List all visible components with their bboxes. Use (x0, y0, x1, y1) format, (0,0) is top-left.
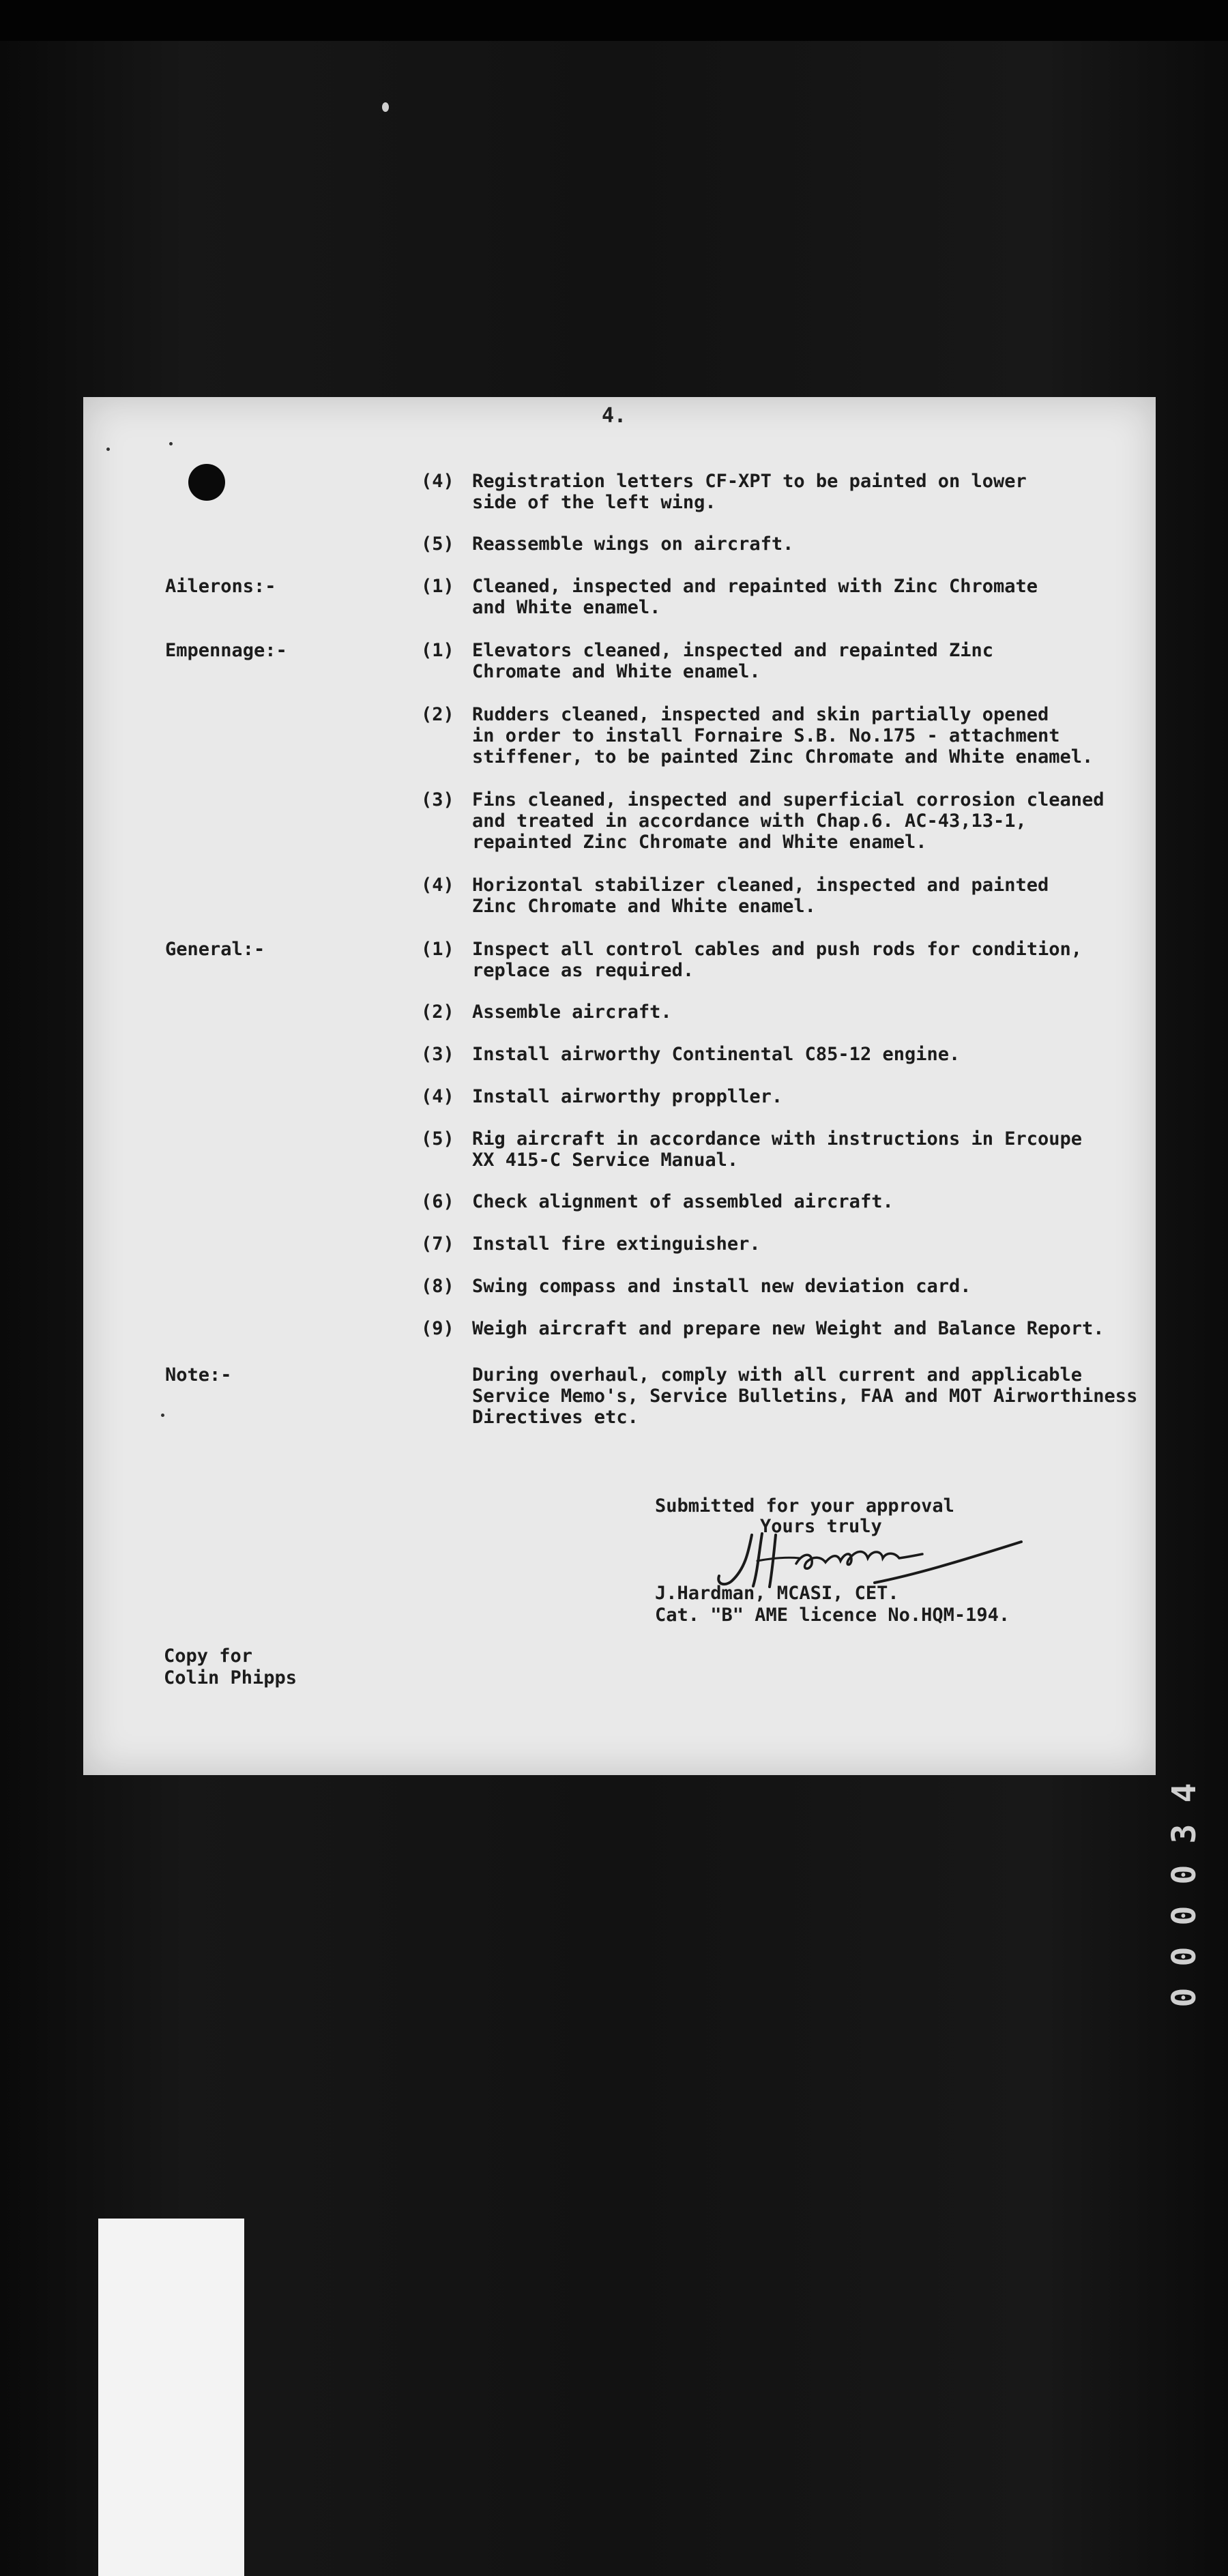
page-speck (169, 442, 173, 445)
frame-digit: 0 (1165, 1864, 1203, 1885)
item-text (472, 1276, 1127, 1297)
item-line: Horizontal stabilizer cleaned, inspected and painted (472, 875, 1049, 896)
item-number: (3) (421, 789, 454, 810)
item-line: Swing compass and install new deviation card. (472, 1276, 971, 1297)
page-number: 4. (602, 404, 627, 428)
item-line: Fins cleaned, inspected and superficial corrosion cleaned (472, 789, 1105, 810)
item-number: (6) (421, 1191, 454, 1212)
film-frame-number (1164, 1774, 1205, 2033)
item-line: Install airworthy proppller. (472, 1086, 783, 1107)
item-line: Zinc Chromate and White enamel. (472, 896, 816, 917)
page-speck (106, 448, 110, 451)
section-label-empennage: Empennage:- (165, 640, 287, 661)
item-line: and treated in accordance with Chap.6. AC-43,13-1, (472, 810, 1027, 832)
item-line: stiffener, to be painted Zinc Chromate and White enamel. (472, 746, 1094, 767)
item-line: Install airworthy Continental C85-12 engine. (472, 1044, 961, 1065)
frame-digit: 0 (1165, 1987, 1203, 2008)
item-number: (4) (421, 1086, 454, 1107)
item-line: Install fire extinguisher. (472, 1233, 761, 1255)
item-text (472, 1128, 1127, 1171)
item-text (472, 1001, 1127, 1023)
punch-hole (188, 464, 225, 501)
item-line: and White enamel. (472, 597, 661, 618)
item-number: (1) (421, 640, 454, 661)
item-line: Rig aircraft in accordance with instructions in Ercoupe (472, 1128, 1083, 1150)
signer-name-line: J.Hardman, MCASI, CET. (655, 1583, 899, 1604)
item-number: (5) (421, 1128, 454, 1150)
item-text (472, 640, 1127, 682)
item-text (472, 576, 1127, 618)
item-text (472, 704, 1127, 767)
item-line: XX 415-C Service Manual. (472, 1150, 739, 1171)
item-text (472, 789, 1127, 853)
item-line: Inspect all control cables and push rods for condition, (472, 939, 1083, 960)
item-number: (9) (421, 1318, 454, 1339)
section-label-ailerons: Ailerons:- (165, 576, 276, 597)
copy-recipient-line: Colin Phipps (164, 1667, 297, 1688)
item-number: (1) (421, 939, 454, 960)
note-line: During overhaul, comply with all current and applicable (472, 1364, 1083, 1386)
note-text (472, 1364, 1138, 1428)
item-line: Reassemble wings on aircraft. (472, 533, 794, 555)
frame-digit: 0 (1165, 1946, 1203, 1967)
item-line: Check alignment of assembled aircraft. (472, 1191, 894, 1212)
frame-digit: 0 (1165, 1905, 1203, 1926)
item-text (472, 471, 1127, 513)
item-line: side of the left wing. (472, 492, 716, 513)
item-number: (2) (421, 704, 454, 725)
item-line: Elevators cleaned, inspected and repainted Zinc (472, 640, 994, 661)
item-line: Rudders cleaned, inspected and skin partially opened (472, 704, 1049, 725)
licence-line: Cat. "B" AME licence No.HQM-194. (655, 1605, 1010, 1626)
item-number: (1) (421, 576, 454, 597)
item-line: repainted Zinc Chromate and White enamel. (472, 832, 927, 853)
item-number: (8) (421, 1276, 454, 1297)
item-line: Registration letters CF-XPT to be painted on lower (472, 471, 1027, 492)
submitted-line: Submitted for your approval (655, 1495, 954, 1517)
section-label-general: General:- (165, 939, 265, 960)
item-line: Chromate and White enamel. (472, 661, 761, 682)
item-line: Cleaned, inspected and repainted with Zinc Chromate (472, 576, 1038, 597)
item-number: (7) (421, 1233, 454, 1255)
yours-truly-line: Yours truly (760, 1516, 882, 1537)
item-line: in order to install Fornaire S.B. No.175 - attachment (472, 725, 1060, 746)
item-text (472, 1318, 1127, 1339)
item-line: Assemble aircraft. (472, 1001, 672, 1023)
frame-digit: 4 (1165, 1783, 1203, 1803)
item-line: Weigh aircraft and prepare new Weight and Balance Report. (472, 1318, 1105, 1339)
item-text (472, 1191, 1127, 1212)
item-number: (3) (421, 1044, 454, 1065)
item-text (472, 939, 1127, 981)
item-text (472, 1233, 1127, 1255)
film-leader-strip (98, 2219, 244, 2576)
item-text (472, 875, 1127, 917)
film-speck (382, 102, 389, 112)
note-line: Directives etc. (472, 1407, 639, 1428)
film-top-band (0, 0, 1228, 41)
item-number: (2) (421, 1001, 454, 1023)
item-text (472, 533, 1127, 555)
item-line: replace as required. (472, 960, 695, 981)
section-label-note: Note:- (165, 1364, 232, 1386)
item-number: (4) (421, 471, 454, 492)
document-page (83, 397, 1156, 1775)
copy-for-line: Copy for (164, 1645, 253, 1667)
frame-digit: 3 (1165, 1824, 1203, 1844)
page-speck (161, 1414, 164, 1417)
item-number: (4) (421, 875, 454, 896)
item-number: (5) (421, 533, 454, 555)
item-text (472, 1044, 1127, 1065)
item-text (472, 1086, 1127, 1107)
note-line: Service Memo's, Service Bulletins, FAA and MOT Airworthiness (472, 1386, 1138, 1407)
